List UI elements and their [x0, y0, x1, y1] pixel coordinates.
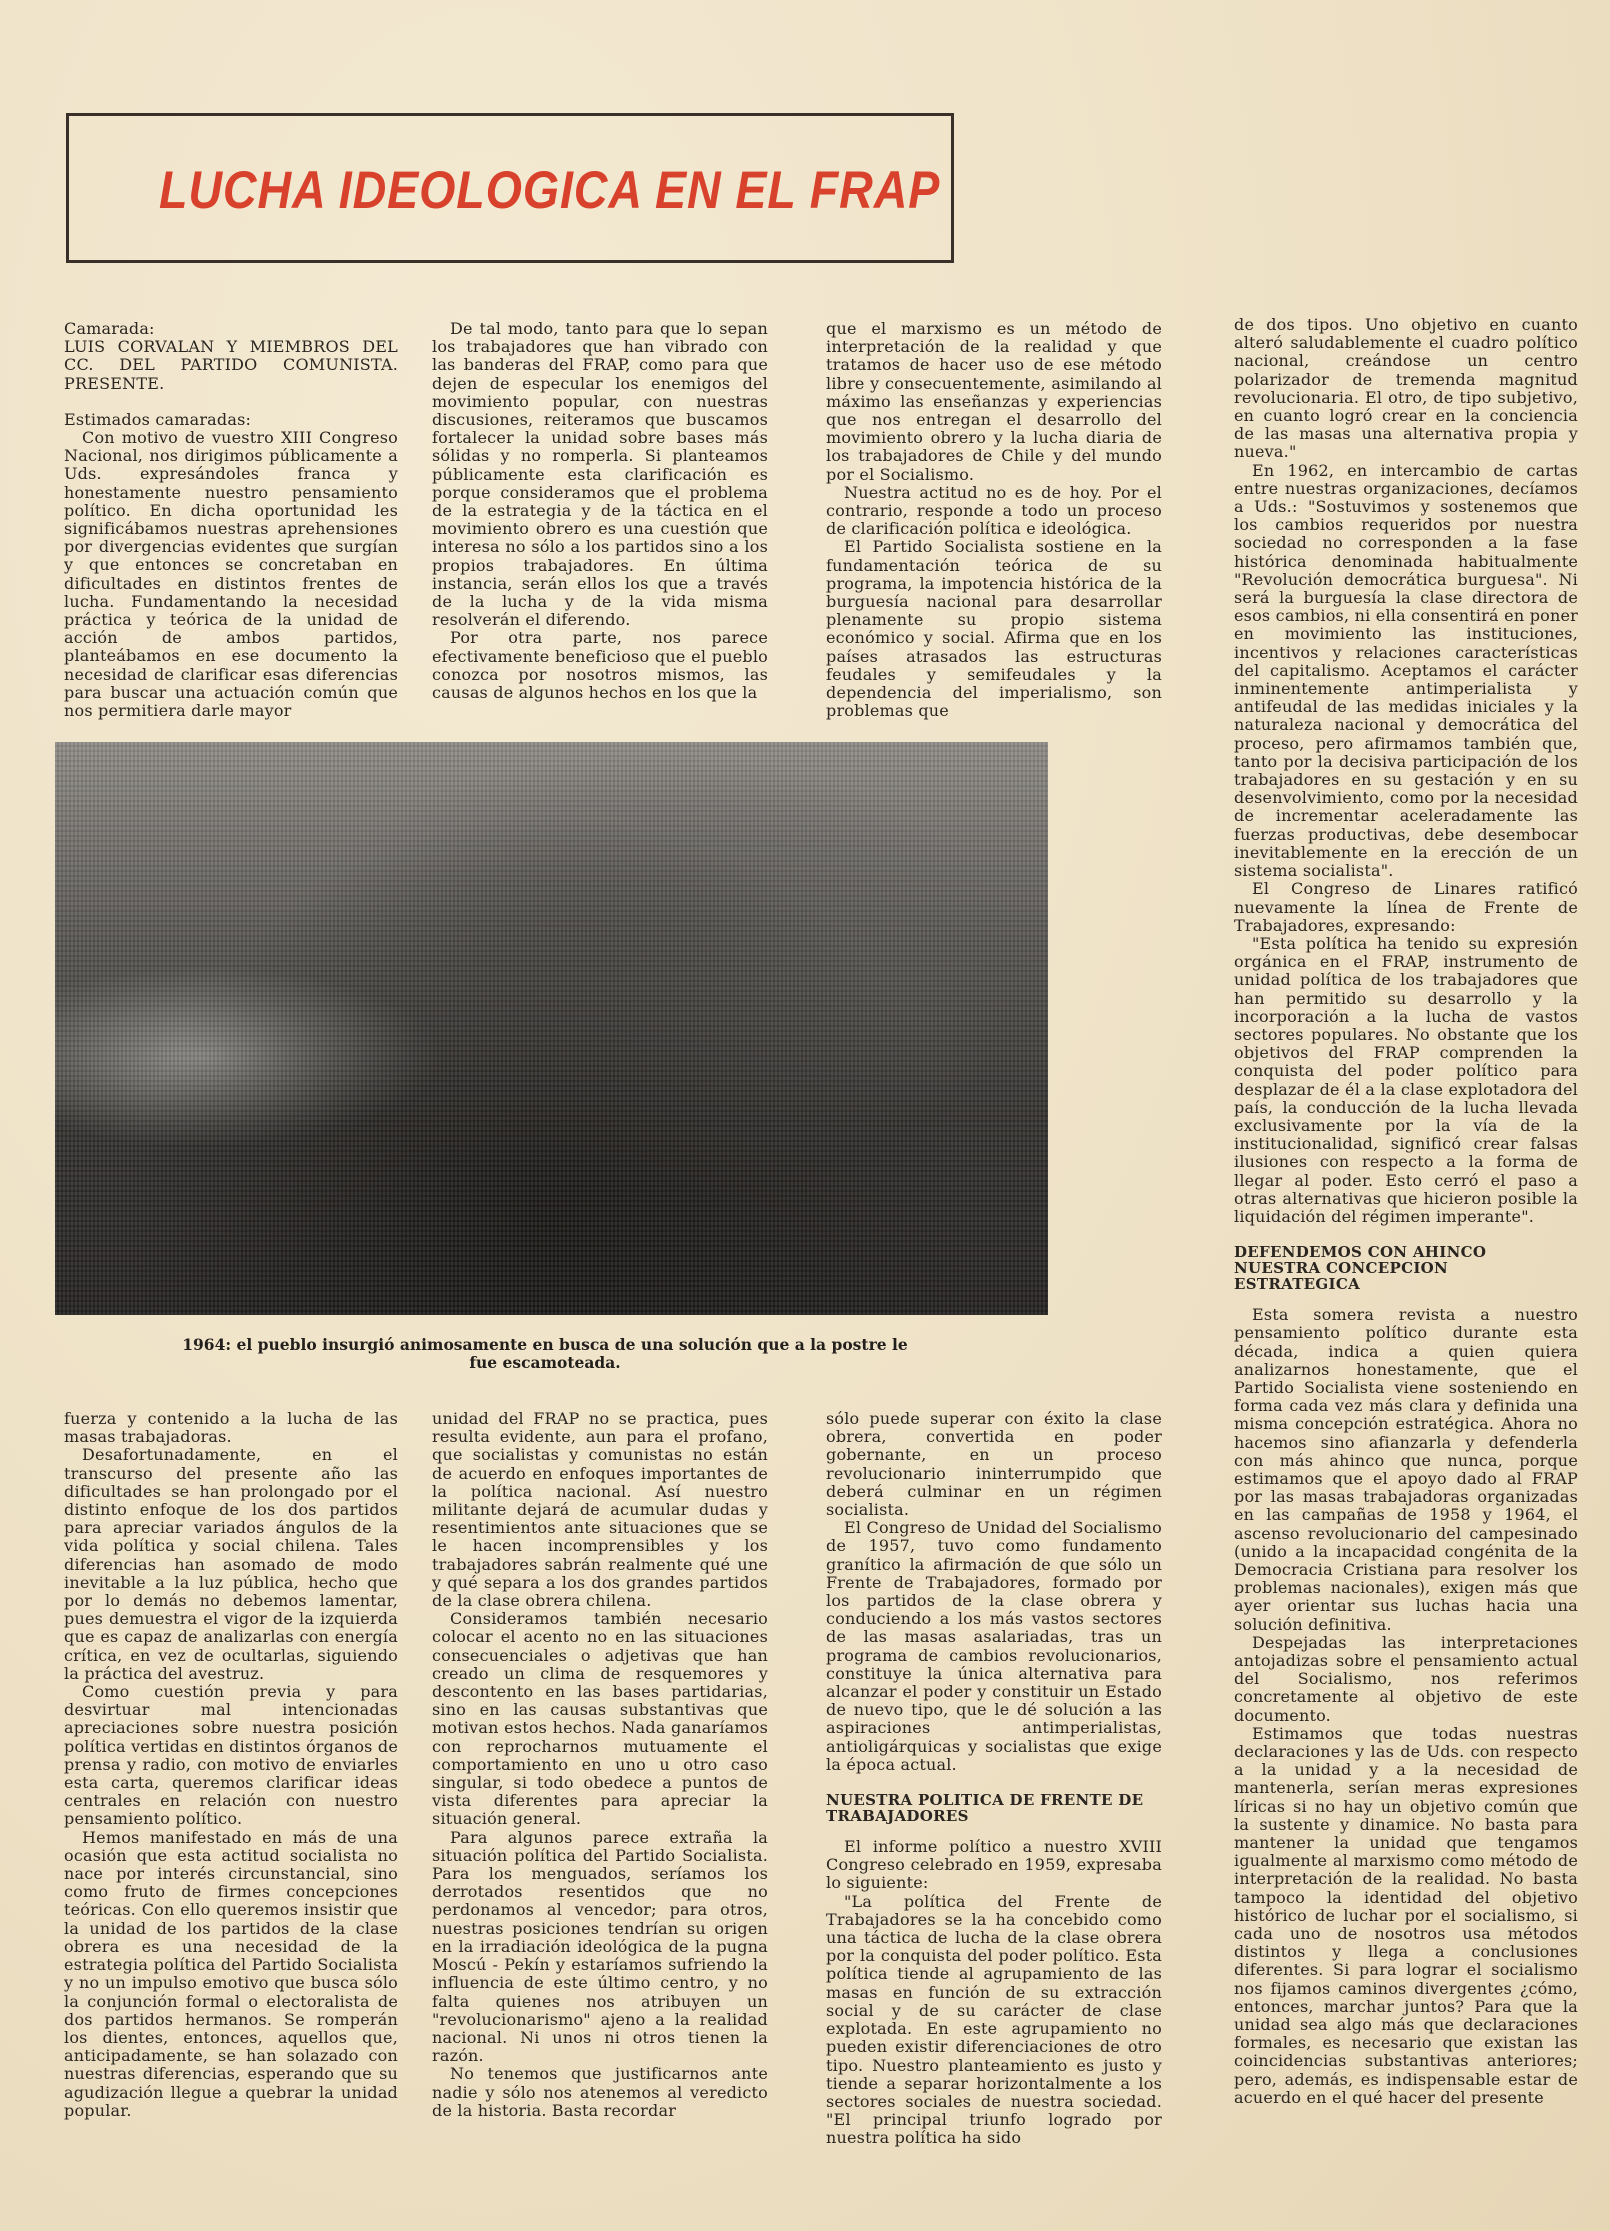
- paragraph: de dos tipos. Uno objetivo en cuanto alteró saludablemente el cuadro político nacional, creándose un centro polarizador de tremenda magnitud revolucionaria. El otro, de tipo subjetivo, en cuanto logró crear en la conciencia de las masas una alternativa propia y nueva.": [1234, 315, 1578, 462]
- section-heading: NUESTRA POLITICA DE FRENTE DE TRABAJADORES: [826, 1791, 1144, 1826]
- paragraph: En 1962, en intercambio de cartas entre nuestras organizaciones, decíamos a Uds.: "Sostuvimos y sostenemos que los cambios requeridos por nuestra sociedad no corresponden a la fase histórica denominada habitualmente "Revolución democrática burguesa". Ni será la burguesía la clase directora de esos cambios, ni ella consentirá en poner en movimiento las instituciones, incentivos y relaciones características del capitalismo. Aceptamos el carácter inminentemente antimperialista y antifeudal de las medidas iniciales y la naturaleza nacional y democrática del proceso, pero afirmamos también que, tanto por la decisiva participación de los trabajadores en su gestación y en su desenvolvimiento, como por la necesidad de incrementar aceleradamente las fuerzas productivas, debe desembocar inevitablemente en la erección de un sistema socialista".: [1234, 460, 1578, 881]
- paragraph: unidad del FRAP no se practica, pues resulta evidente, aun para el profano, que socialistas y comunistas no están de acuerdo en enfoques importantes de la política nacional. Así nuestro militante dejará de acumular dudas y resentimientos ante situaciones que se le hacen incomprensibles y los trabajadores sabrán realmente qué une y qué separa a los dos grandes partidos de la clase obrera chilena.: [432, 1409, 768, 1611]
- article-title: LUCHA IDEOLOGICA EN EL FRAP: [159, 161, 941, 220]
- title-box: [66, 113, 954, 263]
- paragraph: Esta somera revista a nuestro pensamiento político durante esta década, indica a quien quiera analizarnos honestamente, que el Partido Socialista viene sosteniendo en forma cada vez más clara y definida una misma concepción estratégica. Ahora no hacemos sino afianzarla y defenderla con más ahinco que nunca, porque estimamos que el apoyo dado al FRAP por las masas trabajadoras organizadas en las campañas de 1958 y 1964, el ascenso revolucionario del campesinado (unido a la incapacidad congénita de la Democracia Cristiana para resolver los problemas nacionales), exigen más que ayer orientar sus luchas hacia una solución definitiva.: [1234, 1305, 1578, 1634]
- paragraph: Despejadas las interpretaciones antojadizas sobre el pensamiento actual del Socialismo, nos referimos concretamente al objetivo de este documento.: [1234, 1632, 1578, 1725]
- paragraph: fuerza y contenido a la lucha de las masas trabajadoras.: [64, 1409, 398, 1447]
- paragraph: Para algunos parece extraña la situación política del Partido Socialista. Para los menguados, seríamos los derrotados resentidos que no perdonamos al vencedor; para otros, nuestras posiciones tendrían su origen en la irradiación ideológica de la pugna Moscú - Pekín y estaríamos sufriendo la influencia de este último centro, y no falta quienes nos atribuyen un "revolucionarismo" ajeno a la realidad nacional. Ni unos ni otros tienen la razón.: [432, 1827, 768, 2066]
- paragraph: Estimamos que todas nuestras declaraciones y las de Uds. con respecto a la unidad y a la necesidad de mantenerla, serían meras expresiones líricas si no hay un objetivo común que la sustente y dinamice. No basta para mantener la unidad que tengamos igualmente al marxismo como método de interpretación de la realidad. No basta tampoco la identidad del objetivo histórico de luchar por el socialismo, si cada uno de nosotros usa métodos distintos y llega a conclusiones diferentes. Si para lograr el socialismo nos fijamos caminos divergentes ¿cómo, entonces, marchar juntos? Para que la unidad sea algo más que declaraciones formales, es necesario que existan las coincidencias substantivas anteriores; pero, además, es indispensable estar de acuerdo en el qué hacer del presente: [1234, 1723, 1578, 2107]
- recipient: LUIS CORVALAN Y MIEMBROS DEL CC. DEL PARTIDO COMUNISTA. PRESENTE.: [64, 337, 398, 393]
- section-heading: DEFENDEMOS CON AHINCO NUESTRA CONCEPCION ESTRATEGICA: [1234, 1243, 1487, 1294]
- news-photo: [55, 742, 1048, 1315]
- column-3-top: [826, 320, 1162, 720]
- quote: "La política del Frente de Trabajadores se la ha concebido como una táctica de lucha de la clase obrera por la conquista del poder político. Esta política tiende al agrupamiento de las masas en función de su extracción social y de su carácter de clase explotada. En este agrupamiento no pueden existir diferenciaciones de otro tipo. Nuestro planteamiento es justo y tiende a separar horizontalmente a los sectores sociales de nuestra sociedad. "El principal triunfo logrado por nuestra política ha sido: [826, 1891, 1162, 2148]
- column-3-bottom: [826, 1410, 1162, 2148]
- paragraph: No tenemos que justificarnos ante nadie y sólo nos atenemos al veredicto de la historia. Basta recordar: [432, 2064, 768, 2120]
- paragraph: Consideramos también necesario colocar el acento no en las situaciones consecuenciales o adjetivas que han creado un clima de resquemores y descontento en las bases partidarias, sino en las causas substantivas que motivan estos hechos. Nada ganaríamos con reprocharnos mutuamente el comportamiento en uno u otro caso singular, si todo obedece a puntos de vista diferentes para apreciar la situación general.: [432, 1609, 768, 1829]
- photo-grain: [55, 742, 1048, 1315]
- column-2-top: [432, 320, 768, 702]
- paragraph: El Partido Socialista sostiene en la fundamentación teórica de su programa, la impotencia histórica de la burguesía nacional para desarrollar plenamente su propio sistema económico y social. Afirma que en los países atrasados las estructuras feudales y semifeudales y la dependencia del imperialismo, son problemas que: [826, 537, 1162, 721]
- paragraph: que el marxismo es un método de interpretación de la realidad y que tratamos de hacer uso de ese método libre y consecuentemente, asimilando al máximo las enseñanzas y experiencias que nos entregan el desarrollo del movimiento obrero y la lucha diaria de los trabajadores de Chile y del mundo por el Socialismo.: [826, 319, 1162, 484]
- column-1-bottom: [64, 1410, 398, 2120]
- paragraph: Con motivo de vuestro XIII Congreso Nacional, nos dirigimos públicamente a Uds. expresándoles franca y honestamente nuestro pensamiento político. En dicha oportunidad les significábamos nuestras aprehensiones por divergencias evidentes que surgían y que entonces se concretaban en dificultades en distintos frentes de lucha. Fundamentando la necesidad práctica y teórica de la unidad de acción de ambos partidos, planteábamos en ese documento la necesidad de clarificar esas diferencias para buscar una actuación común que nos permitiera darle mayor: [64, 428, 398, 721]
- paragraph: El informe político a nuestro XVIII Congreso celebrado en 1959, expresaba lo siguiente:: [826, 1837, 1162, 1893]
- column-1-top: [64, 320, 398, 720]
- quote: "Esta política ha tenido su expresión orgánica en el FRAP, instrumento de unidad política de los trabajadores que han permitido su desarrollo y la incorporación a la lucha de vastos sectores populares. No obstante que los objetivos del FRAP comprenden la conquista del poder político para desplazar de él a la clase explotadora del país, la conducción de la lucha llevada exclusivamente por la vía de la institucionalidad, significó crear falsas ilusiones con respecto a la forma de llegar al poder. Esto cerró el paso a otras alternativas que hicieron posible la liquidación del régimen imperante".: [1234, 933, 1578, 1226]
- paragraph: Por otra parte, nos parece efectivamente beneficioso que el pueblo conozca por nosotros mismos, las causas de algunos hechos en los que la: [432, 628, 768, 703]
- paragraph: De tal modo, tanto para que lo sepan los trabajadores que han vibrado con las banderas del FRAP, como para que dejen de especular los enemigos del movimiento popular, con nuestras discusiones, reiteramos que buscamos fortalecer la unidad sobre bases más sólidas y no romperla. Si planteamos públicamente esta clarificación es porque consideramos que el problema de la estrategia y de la táctica en el movimiento obrero es una cuestión que interesa no sólo a los partidos sino a los propios trabajadores. En última instancia, serán ellos los que a través de la lucha y de la vida misma resolverán el diferendo.: [432, 319, 768, 630]
- greeting: Estimados camaradas:: [64, 409, 252, 429]
- paragraph: Desafortunadamente, en el transcurso del presente año las dificultades se han prolongado por el distinto enfoque de los dos partidos para apreciar variados ángulos de la vida política y social chilena. Tales diferencias han asomado de modo inevitable a la luz pública, hecho que por lo demás no debemos lamentar, pues demuestra el vigor de la izquierda que es capaz de analizarlas con energía crítica, en vez de ocultarlas, siguiendo la práctica del avestruz.: [64, 1445, 398, 1683]
- paragraph: El Congreso de Linares ratificó nuevamente la línea de Frente de Trabajadores, expresando:: [1234, 879, 1578, 935]
- column-2-bottom: [432, 1410, 768, 2120]
- paragraph: Nuestra actitud no es de hoy. Por el contrario, responde a todo un proceso de clarificación política e ideológica.: [826, 482, 1162, 539]
- paragraph: sólo puede superar con éxito la clase obrera, convertida en poder gobernante, en un proceso revolucionario ininterrumpido que deberá culminar en un régimen socialista.: [826, 1409, 1162, 1520]
- photo-caption: 1964: el pueblo insurgió animosamente en busca de una solución que a la postre le fue escamoteada.: [182, 1335, 908, 1372]
- salutation: Camarada:: [64, 319, 155, 338]
- paragraph: Hemos manifestado en más de una ocasión que esta actitud socialista no nace por interés circunstancial, sino como fruto de firmes concepciones teóricas. Con ello queremos insistir que la unidad de los partidos de la clase obrera es una necesidad de la estrategia política del Partido Socialista y no un impulso emotivo que busca sólo la conjunción formal o electoralista de dos partidos hermanos. Se romperán los dientes, entonces, aquellos que, anticipadamente, se han solazado con nuestras diferencias, esperando que su agudización llegue a quebrar la unidad popular.: [64, 1827, 398, 2120]
- paragraph: Como cuestión previa y para desvirtuar mal intencionadas apreciaciones sobre nuestra posición política vertidas en distintos órganos de prensa y radio, con motivo de enviarles esta carta, queremos clarificar ideas centrales en relación con nuestro pensamiento político.: [64, 1682, 398, 1829]
- column-4: [1234, 316, 1578, 2107]
- paragraph: El Congreso de Unidad del Socialismo de 1957, tuvo como fundamento granítico la afirmación de que sólo un Frente de Trabajadores, formado por los partidos de la clase obrera y conduciendo a los más vastos sectores de las masas asalariadas, tras un programa de cambios revolucionarios, constituye la única alternativa para alcanzar el poder y constituir un Estado de nuevo tipo, que le dé solución a las aspiraciones antimperialistas, antioligárquicas y socialistas que exige la época actual.: [826, 1518, 1162, 1774]
